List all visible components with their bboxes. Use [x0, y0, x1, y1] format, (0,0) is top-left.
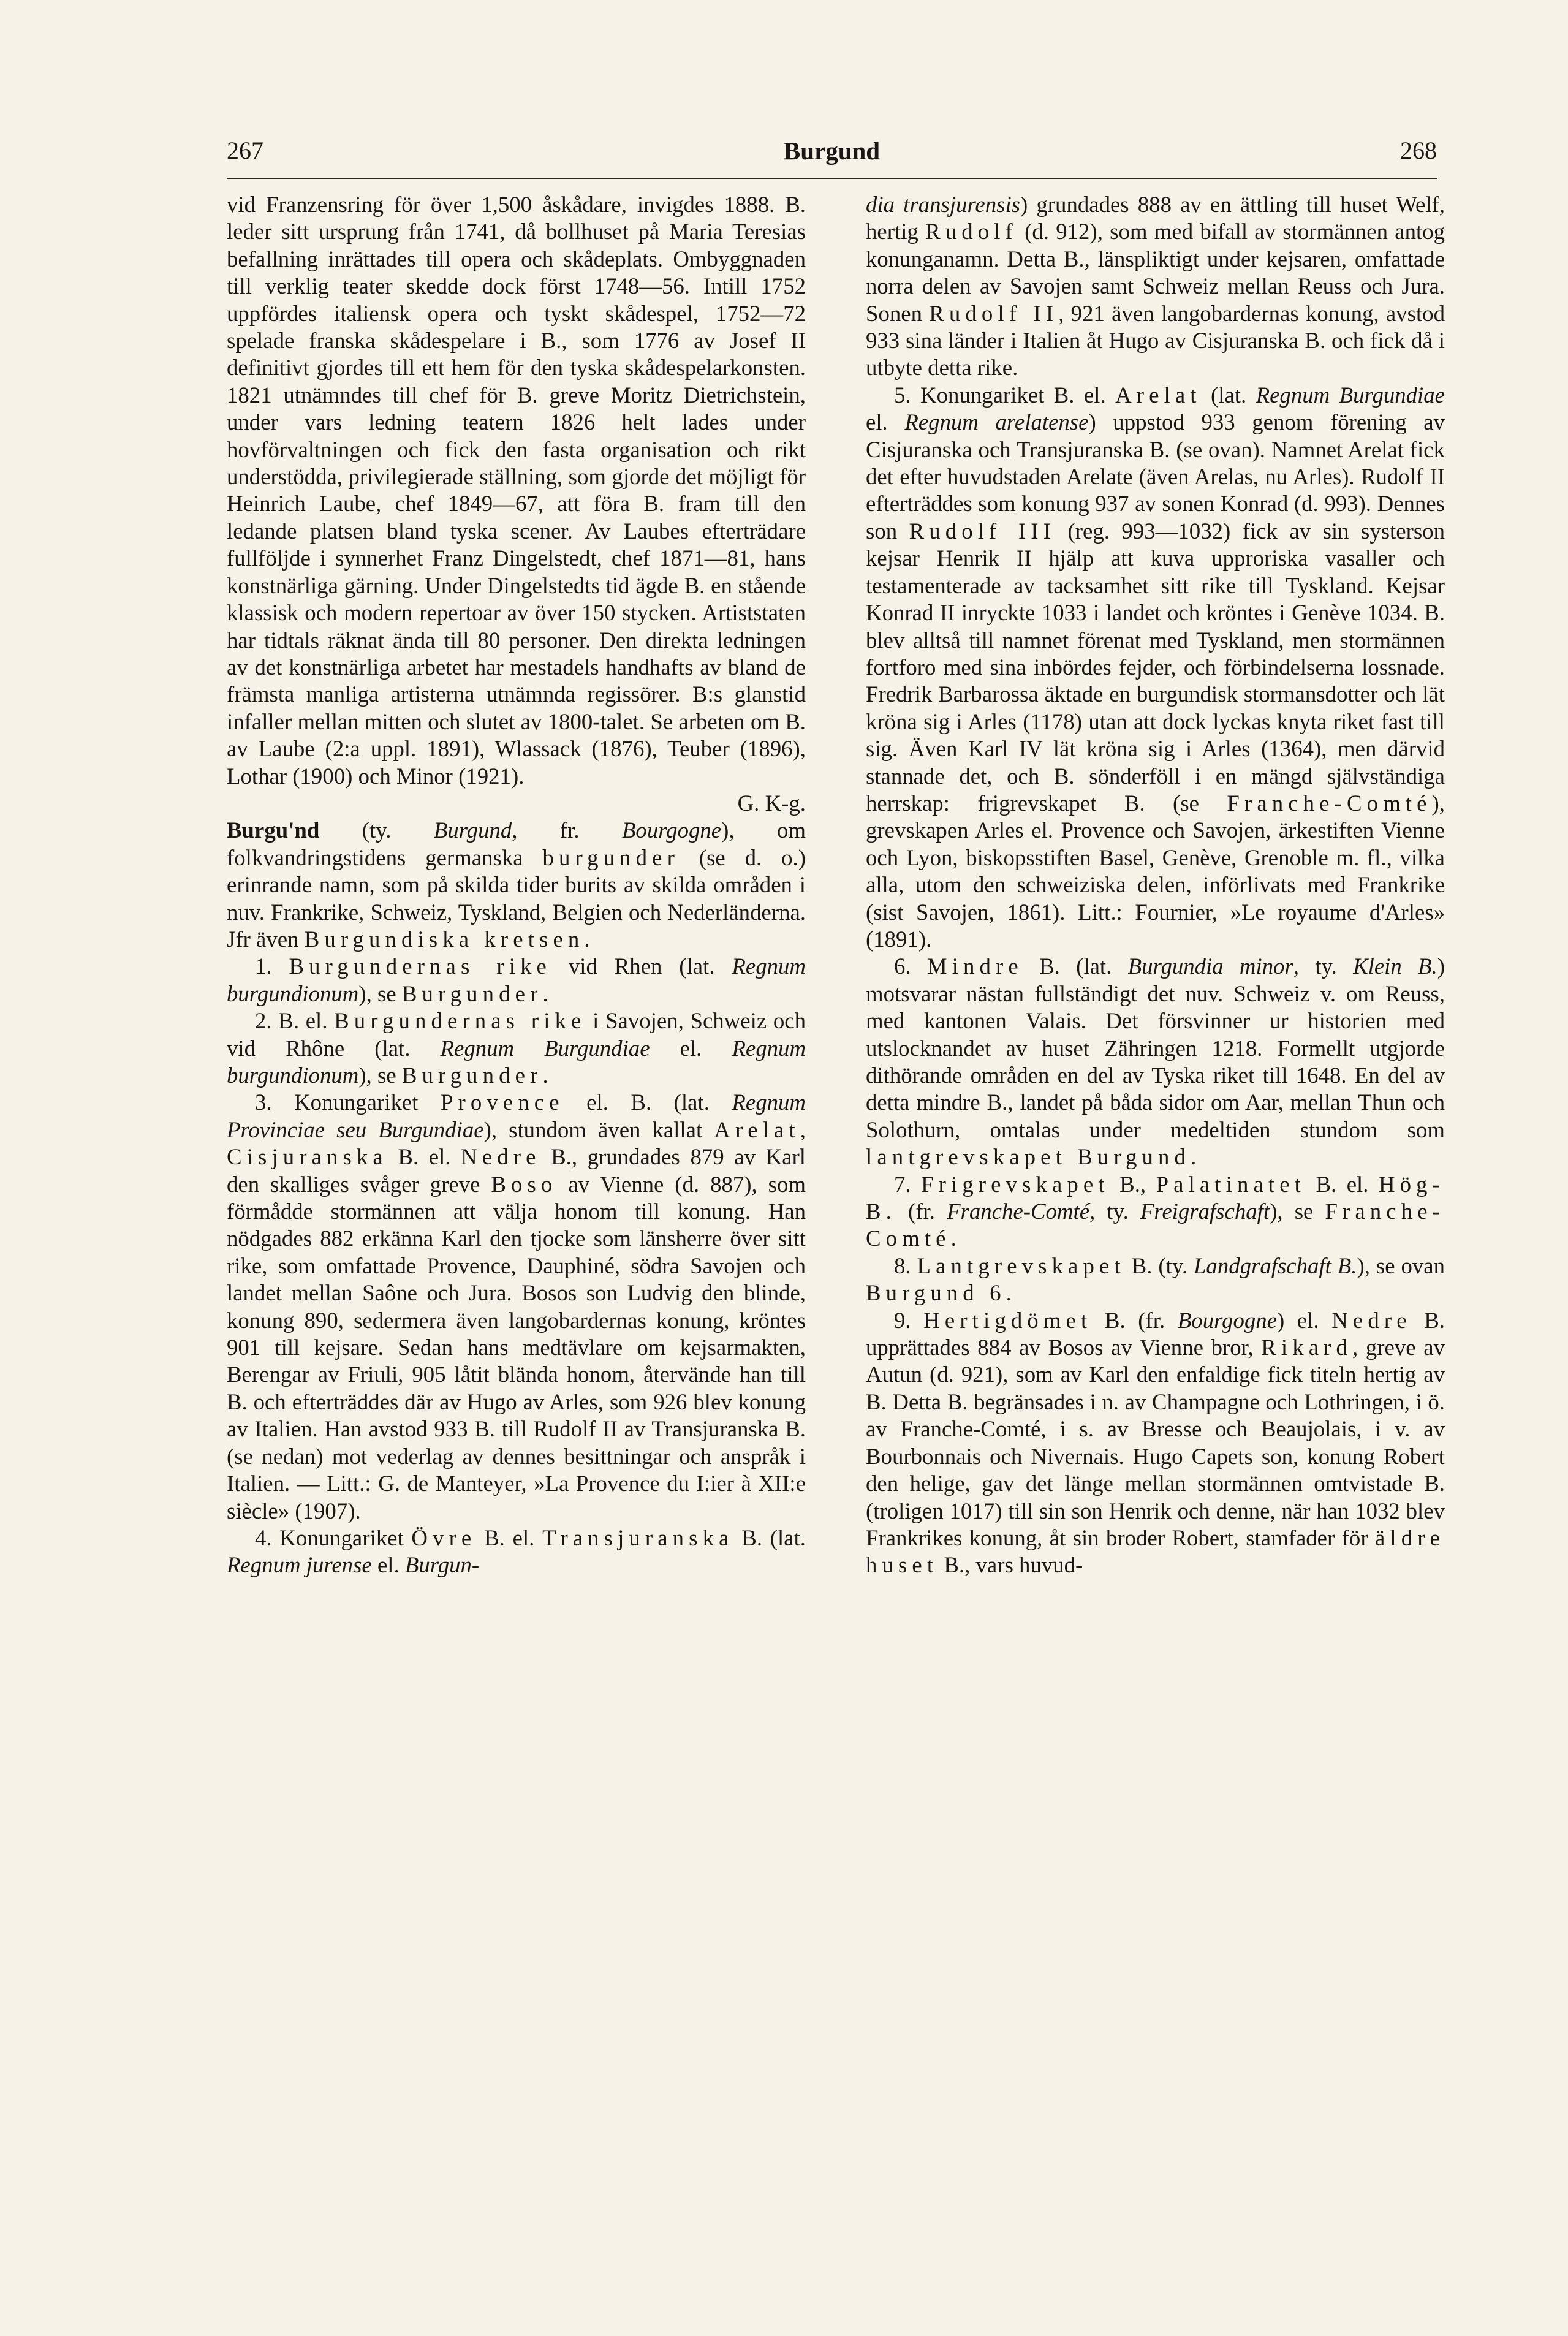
right-column: [866, 191, 1445, 1579]
entry-burgund: Burgu'nd (ty. Burgund, fr. Bourgogne), om folkvandringstidens germanska burgunder (se d. o.) erinrande namn, som på skilda tider burits av skilda områden i nuv. Frankrike, Schweiz, Tyskland, Belgien och Nederländerna. Jfr även Burgundiska kretsen.: [227, 817, 806, 952]
header-rule: [227, 178, 1437, 179]
section-4: 4. Konungariket Övre B. el. Transjuranska B. (lat. Regnum jurense el. Burgun-: [227, 1525, 806, 1578]
page-number-right: 268: [1400, 137, 1437, 164]
page-header: [227, 136, 1437, 173]
entry-headword: Burgu'nd: [227, 817, 320, 843]
section-4-continuation: dia transjurensis) grundades 888 av en ättling till huset Welf, hertig Rudolf (d. 912), som med bifall av stormännen antog konunganamn. Detta B., länspliktigt under kejsaren, omfattade norra delen av Savojen samt Schweiz mellan Reuss och Jura. Sonen Rudolf II, 921 även langobardernas konung, avstod 933 sina länder i Italien åt Hugo av Cisjuranska B. och fick då i utbyte detta rike.: [866, 192, 1445, 381]
page-number-left: 267: [227, 137, 263, 164]
article-continuation: vid Franzensring för över 1,500 åskådare, invigdes 1888. B. leder sitt ursprung från 1741, då bollhuset på Maria Teresias befallning inrättades till opera och skådeplats. Ombyggnaden till verklig teater skedde dock först 1748—56. Intill 1752 uppfördes italiensk opera och tyskt skådespel, 1752—72 spelade franska skådespelare i B., som 1776 av Josef II definitivt gjordes till ett hem för den tyska skådespelarkonsten. 1821 utnämndes till chef för B. greve Moritz Dietrichstein, under vars ledning teatern 1826 helt lades under hovförvaltningen och fick den fasta organisation och rikt understödda, privilegierade ställning, som gjorde det möjligt för Heinrich Laube, chef 1849—67, att föra B. fram till den ledande platsen bland tyska scener. Av Laubes efterträdare fullföljde i synnerhet Franz Dingelstedt, chef 1871—81, hans konstnärliga gärning. Under Dingelstedts tid ägde B. en stående klassisk och modern repertoar av över 150 stycken. Artiststaten har tidtals räknat ända till 80 personer. Den direkta ledningen av det konstnärliga arbetet har mestadels handhafts av bland de främsta manliga artisterna utnämnda regissörer. B:s glanstid infaller mellan mitten och slutet av 1800-talet. Se arbeten om B. av Laube (2:a uppl. 1891), Wlassack (1876), Teuber (1896), Lothar (1900) och Minor (1921).: [227, 192, 806, 789]
section-2: 2. B. el. Burgundernas rike i Savojen, Schweiz och vid Rhône (lat. Regnum Burgundiae el. Regnum burgundionum), se Burgunder.: [227, 1008, 806, 1088]
section-9: 9. Hertigdömet B. (fr. Bourgogne) el. Nedre B. upprättades 884 av Bosos av Vienne bror, Rikard, greve av Autun (d. 921), som av Karl den enfaldige fick titeln hertig av B. Detta B. begränsades i n. av Champagne och Lothringen, i ö. av Franche-Comté, i s. av Bresse och Beaujolais, i v. av Bourbonnais och Nivernais. Hugo Capets son, konung Robert den helige, gav det länge mellan stormännen omtvistade B. (troligen 1017) till sin son Henrik och denne, när han 1032 blev Frankrikes konung, åt sin broder Robert, stamfader för äldre huset B., vars huvud-: [866, 1307, 1445, 1578]
section-7: 7. Frigrevskapet B., Palatinatet B. el. Hög-B. (fr. Franche-Comté, ty. Freigrafschaft), se Franche-Comté.: [866, 1171, 1445, 1251]
section-3: 3. Konungariket Provence el. B. (lat. Regnum Provinciae seu Burgundiae), stundom även kallat Arelat, Cisjuranska B. el. Nedre B., grundades 879 av Karl den skalliges svåger greve Boso av Vienne (d. 887), som förmådde stormännen att välja honom till konung. Han nödgades 882 erkänna Karl den tjocke som länsherre över sitt rike, som omfattade Provence, Dauphiné, södra Savojen och landet mellan Saône och Jura. Bosos son Ludvig den blinde, konung 890, sedermera även langobardernas konung, kröntes 901 till kejsare. Sedan hans medtävlare om kejsarmakten, Berengar av Friuli, 905 låtit blända honom, återvände han till B. och efterträddes där av Hugo av Arles, som 926 blev konung av Italien. Han avstod 933 B. till Rudolf II av Transjuranska B. (se nedan) mot vederlag av dennes besittningar och anspråk i Italien. — Litt.: G. de Manteyer, »La Provence du I:ier à XII:e siècle» (1907).: [227, 1090, 806, 1523]
section-8: 8. Lantgrevskapet B. (ty. Landgrafschaft B.), se ovan Burgund 6.: [866, 1253, 1445, 1306]
section-6: 6. Mindre B. (lat. Burgundia minor, ty. Klein B.) motsvarar nästan fullständigt det nuv. Schweiz v. om Reuss, med kantonen Valais. Det försvinner ur historien med utslocknandet av huset Zähringen 1218. Formellt utgjorde dithörande områden en del av Tyska riket till 1648. En del av detta mindre B., landet på båda sidor om Aar, mellan Thun och Solothurn, omtalas under medeltiden stundom som lantgrevskapet Burgund.: [866, 954, 1445, 1170]
left-column: [227, 191, 806, 1579]
section-5: 5. Konungariket B. el. Arelat (lat. Regnum Burgundiae el. Regnum arelatense) uppstod 933 genom förening av Cisjuranska och Transjuranska B. (se ovan). Namnet Arelat fick det efter huvudstaden Arelate (även Arelas, nu Arles). Rudolf II efterträddes som konung 937 av sonen Konrad (d. 993). Dennes son Rudolf III (reg. 993—1032) fick av sin systerson kejsar Henrik II hjälp att kuva upproriska vasaller och testamenterade av tacksamhet sitt rike till Tyskland. Kejsar Konrad II inryckte 1033 i landet och kröntes i Genève 1034. B. blev alltså till namnet förenat med Tyskland, men stormännen fortforo med sina inbördes fejder, och förbindelserna lossnade. Fredrik Barbarossa äktade en burgundisk stormansdotter och lät kröna sig i Arles (1178) utan att dock lyckas knyta riket fast till sig. Även Karl IV lät kröna sig i Arles (1364), men därvid stannade det, och B. sönderföll i en mängd självständiga herrskap: frigrevskapet B. (se Franche-Comté), grevskapen Arles el. Provence och Savojen, ärkestiften Vienne och Lyon, biskopsstiften Basel, Genève, Grenoble m. fl., vilka alla, utom den schweiziska delen, införlivats med Frankrike (sist Savojen, 1861). Litt.: Fournier, »Le royaume d'Arles» (1891).: [866, 382, 1445, 952]
author-signature: G. K-g.: [737, 790, 806, 816]
section-1: 1. Burgundernas rike vid Rhen (lat. Regnum burgundionum), se Burgunder.: [227, 954, 806, 1006]
running-title: Burgund: [783, 137, 881, 165]
